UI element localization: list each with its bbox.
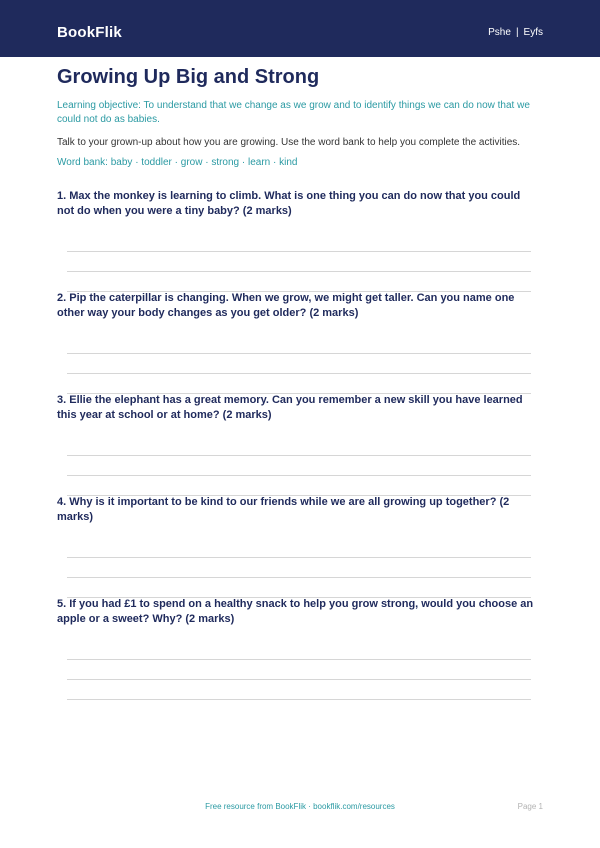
- answer-line[interactable]: [67, 455, 531, 456]
- answer-line[interactable]: [67, 659, 531, 660]
- answer-line[interactable]: [67, 271, 531, 272]
- answer-line[interactable]: [67, 557, 531, 558]
- brand-logo: BookFlik: [57, 24, 122, 41]
- subject-tag: Pshe: [488, 27, 511, 38]
- subject-tags: [488, 27, 543, 38]
- page-number: Page 1: [517, 802, 543, 811]
- level-tag: Eyfs: [523, 27, 543, 38]
- question-2: 2. Pip the caterpillar is changing. When we grow, we might get taller. Can you name one other way your body changes as you get older? (2 marks): [57, 292, 515, 319]
- header-bar: [0, 0, 600, 57]
- answer-line[interactable]: [67, 373, 531, 374]
- question-3: 3. Ellie the elephant has a great memory. Can you remember a new skill you have learned this year at school or at home? (2 marks): [57, 394, 523, 421]
- answer-line[interactable]: [67, 577, 531, 578]
- word-bank: Word bank: baby · toddler · grow · strong · learn · kind: [57, 157, 298, 168]
- answer-line[interactable]: [67, 699, 531, 700]
- footer-credit: Free resource from BookFlik · bookflik.com/resources: [205, 802, 395, 811]
- question-4: 4. Why is it important to be kind to our friends while we are all growing up together? (2 marks): [57, 496, 510, 523]
- intro-text: Talk to your grown-up about how you are growing. Use the word bank to help you complete the activities.: [57, 137, 521, 148]
- answer-line[interactable]: [67, 251, 531, 252]
- tag-separator: |: [515, 27, 519, 38]
- question-5: 5. If you had £1 to spend on a healthy snack to help you grow strong, would you choose an apple or a sweet? Why? (2 marks): [57, 598, 534, 625]
- page-title: Growing Up Big and Strong: [57, 66, 320, 88]
- answer-line[interactable]: [67, 679, 531, 680]
- learning-objective: Learning objective: To understand that we change as we grow and to identify things we can do now that we could not do as babies.: [57, 100, 530, 125]
- question-1: 1. Max the monkey is learning to climb. What is one thing you can do now that you could not do when you were a tiny baby? (2 marks): [57, 190, 521, 217]
- answer-line[interactable]: [67, 353, 531, 354]
- answer-line[interactable]: [67, 475, 531, 476]
